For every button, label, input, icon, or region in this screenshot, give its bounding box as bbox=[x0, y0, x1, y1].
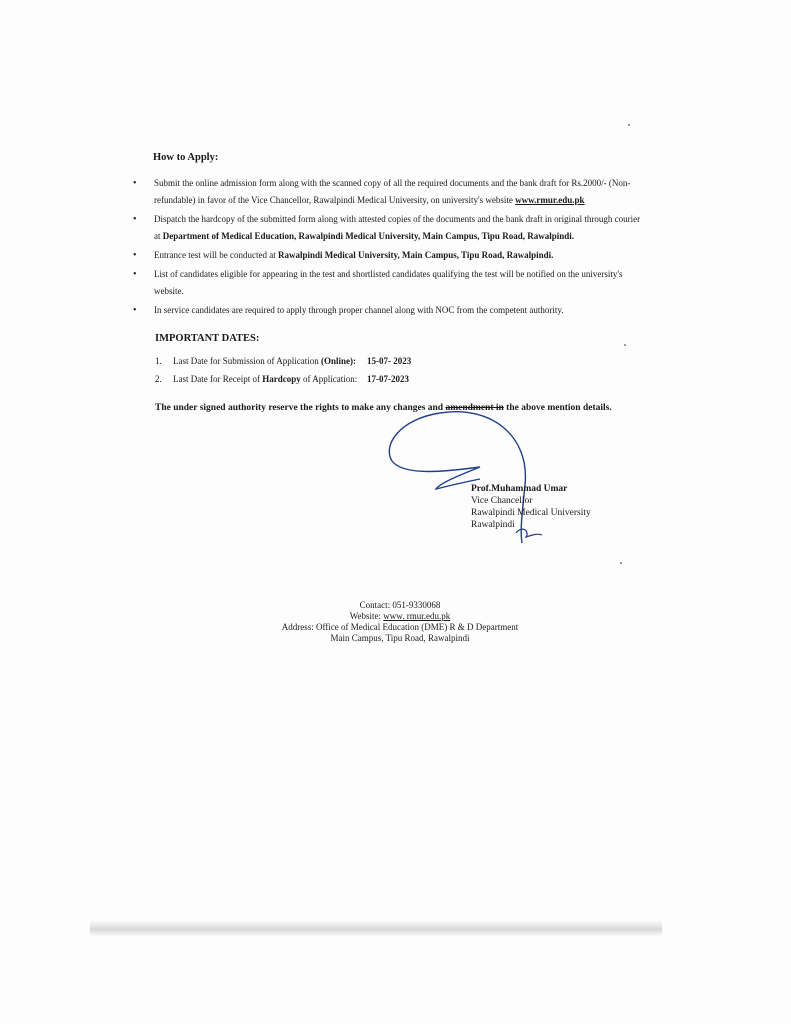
scan-speck bbox=[620, 562, 622, 564]
footer bbox=[240, 600, 560, 644]
date-value: 15-07- 2023 bbox=[367, 356, 412, 366]
date-number: 2. bbox=[155, 374, 162, 384]
list-item bbox=[133, 302, 645, 319]
list-item bbox=[133, 211, 645, 245]
date-label-bold: Hardcopy bbox=[262, 374, 301, 384]
date-row bbox=[155, 352, 455, 370]
scan-speck bbox=[628, 124, 630, 126]
footer-campus: Main Campus, Tipu Road, Rawalpindi bbox=[330, 633, 470, 643]
footer-address: Address: Office of Medical Education (DME) R & D Department bbox=[281, 622, 519, 632]
list-item-text: In service candidates are required to apply through proper channel along with NOC from the competent authority. bbox=[154, 305, 564, 315]
list-item bbox=[133, 175, 645, 209]
date-value: 17-07-2023 bbox=[367, 374, 409, 384]
disclaimer-text: the above mention details. bbox=[503, 403, 612, 413]
date-label: of Application: bbox=[300, 374, 358, 384]
list-item-text: Dispatch the hardcopy of the submitted form along with attested copies of the documents and the bank draft in original through courier at bbox=[154, 214, 641, 241]
date-label: Last Date for Receipt of bbox=[173, 374, 263, 384]
date-label-bold: (Online): bbox=[320, 356, 356, 366]
test-venue: Rawalpindi Medical University, Main Campus, Tipu Road, Rawalpindi. bbox=[277, 250, 554, 260]
signatory-name: Prof.Muhammad Umar bbox=[471, 484, 568, 494]
date-row bbox=[155, 370, 455, 388]
important-dates-heading: IMPORTANT DATES: bbox=[155, 333, 260, 344]
how-to-apply-heading: How to Apply: bbox=[153, 152, 219, 163]
disclaimer-struck-text: amendment in bbox=[445, 403, 504, 413]
footer-contact: Contact: 051-9330068 bbox=[359, 600, 441, 610]
signatory-city: Rawalpindi bbox=[471, 520, 515, 530]
how-to-apply-list bbox=[133, 175, 645, 321]
website-link[interactable]: www.rmur.edu.pk bbox=[515, 195, 585, 205]
scan-speck bbox=[624, 344, 626, 346]
list-item bbox=[133, 247, 645, 264]
signatory-title: Vice Chancellor bbox=[471, 496, 533, 506]
signature-scribble-icon bbox=[380, 405, 560, 555]
signatory-block bbox=[471, 483, 591, 531]
date-label: Last Date for Submission of Application bbox=[173, 356, 321, 366]
disclaimer-text: The under signed authority reserve the rights to make any changes and bbox=[155, 403, 446, 413]
list-item bbox=[133, 266, 645, 300]
courier-address: Department of Medical Education, Rawalpindi Medical University, Main Campus, Tipu Road, Rawalpindi. bbox=[162, 231, 574, 241]
footer-website-label: Website: bbox=[349, 611, 384, 621]
date-number: 1. bbox=[155, 356, 162, 366]
important-dates-list bbox=[155, 352, 455, 388]
scan-edge-shadow bbox=[90, 920, 662, 936]
signatory-institution: Rawalpindi Medical University bbox=[471, 508, 591, 518]
list-item-text: List of candidates eligible for appearing in the test and shortlisted candidates qualifying the test will be notified on the university's website. bbox=[154, 269, 623, 296]
footer-website bbox=[240, 611, 560, 622]
list-item-text: Submit the online admission form along with the scanned copy of all the required documents and the bank draft for Rs.2000/- (Non-refundable) in favor of the Vice Chancellor, Rawalpindi Medical University, on university's website bbox=[154, 178, 631, 205]
list-item-text: Entrance test will be conducted at bbox=[154, 250, 278, 260]
footer-website-link[interactable]: www. rmur.edu.pk bbox=[383, 611, 451, 621]
